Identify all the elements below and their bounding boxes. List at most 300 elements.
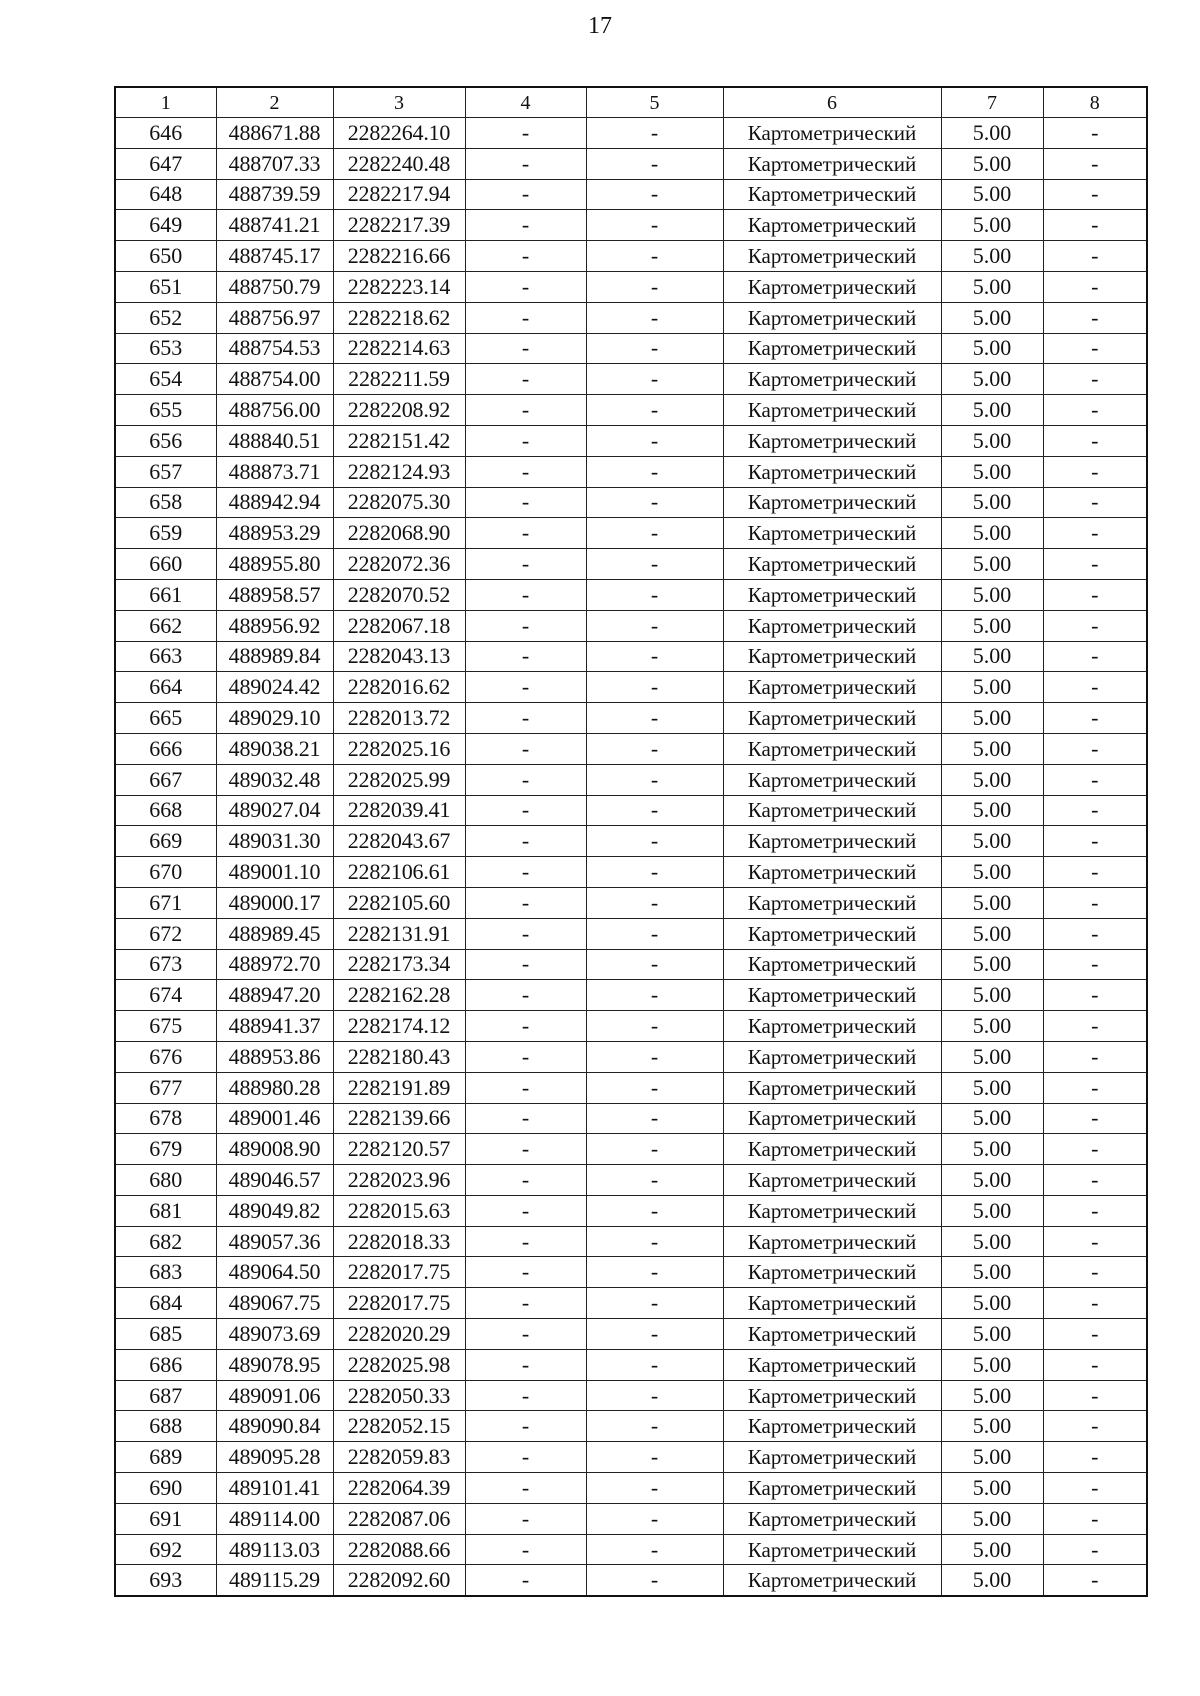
column-8-cell: -	[1043, 118, 1147, 149]
column-8-cell: -	[1043, 1257, 1147, 1288]
table-row	[115, 487, 1147, 518]
x-coordinate-cell: 488956.92	[216, 610, 333, 641]
method-cell: Картометрический	[723, 302, 941, 333]
column-8-cell: -	[1043, 579, 1147, 610]
method-cell: Картометрический	[723, 1072, 941, 1103]
table-row	[115, 918, 1147, 949]
table-row	[115, 118, 1147, 149]
x-coordinate-cell: 489000.17	[216, 887, 333, 918]
column-header-3: 3	[333, 87, 465, 118]
x-coordinate-cell: 488707.33	[216, 148, 333, 179]
x-coordinate-cell: 488756.00	[216, 395, 333, 426]
x-coordinate-cell: 488671.88	[216, 118, 333, 149]
table-row	[115, 1534, 1147, 1565]
x-coordinate-cell: 489001.10	[216, 857, 333, 888]
table-row	[115, 1041, 1147, 1072]
method-cell: Картометрический	[723, 1195, 941, 1226]
y-coordinate-cell: 2282162.28	[333, 980, 465, 1011]
y-coordinate-cell: 2282180.43	[333, 1041, 465, 1072]
column-5-cell: -	[586, 1072, 723, 1103]
point-number-cell: 657	[115, 456, 216, 487]
accuracy-cell: 5.00	[941, 118, 1043, 149]
table-row	[115, 1503, 1147, 1534]
point-number-cell: 689	[115, 1442, 216, 1473]
point-number-cell: 673	[115, 949, 216, 980]
method-cell: Картометрический	[723, 949, 941, 980]
column-8-cell: -	[1043, 1011, 1147, 1042]
point-number-cell: 647	[115, 148, 216, 179]
method-cell: Картометрический	[723, 672, 941, 703]
column-8-cell: -	[1043, 764, 1147, 795]
point-number-cell: 671	[115, 887, 216, 918]
point-number-cell: 693	[115, 1565, 216, 1596]
y-coordinate-cell: 2282088.66	[333, 1534, 465, 1565]
x-coordinate-cell: 489095.28	[216, 1442, 333, 1473]
x-coordinate-cell: 488873.71	[216, 456, 333, 487]
column-5-cell: -	[586, 1041, 723, 1072]
column-4-cell: -	[465, 1041, 586, 1072]
method-cell: Картометрический	[723, 918, 941, 949]
table-row	[115, 980, 1147, 1011]
column-8-cell: -	[1043, 857, 1147, 888]
column-4-cell: -	[465, 425, 586, 456]
accuracy-cell: 5.00	[941, 1503, 1043, 1534]
column-4-cell: -	[465, 1134, 586, 1165]
x-coordinate-cell: 489073.69	[216, 1319, 333, 1350]
method-cell: Картометрический	[723, 1134, 941, 1165]
table-row	[115, 1257, 1147, 1288]
column-8-cell: -	[1043, 1411, 1147, 1442]
column-8-cell: -	[1043, 549, 1147, 580]
point-number-cell: 676	[115, 1041, 216, 1072]
accuracy-cell: 5.00	[941, 1473, 1043, 1504]
column-5-cell: -	[586, 487, 723, 518]
column-5-cell: -	[586, 271, 723, 302]
x-coordinate-cell: 489057.36	[216, 1226, 333, 1257]
y-coordinate-cell: 2282018.33	[333, 1226, 465, 1257]
method-cell: Картометрический	[723, 1103, 941, 1134]
table-row	[115, 887, 1147, 918]
y-coordinate-cell: 2282064.39	[333, 1473, 465, 1504]
x-coordinate-cell: 488745.17	[216, 241, 333, 272]
method-cell: Картометрический	[723, 1165, 941, 1196]
x-coordinate-cell: 489113.03	[216, 1534, 333, 1565]
table-row	[115, 518, 1147, 549]
column-5-cell: -	[586, 1288, 723, 1319]
column-5-cell: -	[586, 456, 723, 487]
table-row	[115, 764, 1147, 795]
column-5-cell: -	[586, 579, 723, 610]
column-5-cell: -	[586, 1319, 723, 1350]
column-8-cell: -	[1043, 1288, 1147, 1319]
method-cell: Картометрический	[723, 1257, 941, 1288]
accuracy-cell: 5.00	[941, 1257, 1043, 1288]
column-8-cell: -	[1043, 1165, 1147, 1196]
column-5-cell: -	[586, 1380, 723, 1411]
x-coordinate-cell: 489067.75	[216, 1288, 333, 1319]
column-5-cell: -	[586, 1165, 723, 1196]
point-number-cell: 654	[115, 364, 216, 395]
accuracy-cell: 5.00	[941, 857, 1043, 888]
method-cell: Картометрический	[723, 1534, 941, 1565]
column-header-2: 2	[216, 87, 333, 118]
column-5-cell: -	[586, 1565, 723, 1596]
column-5-cell: -	[586, 1411, 723, 1442]
accuracy-cell: 5.00	[941, 1103, 1043, 1134]
accuracy-cell: 5.00	[941, 549, 1043, 580]
x-coordinate-cell: 488980.28	[216, 1072, 333, 1103]
y-coordinate-cell: 2282017.75	[333, 1257, 465, 1288]
column-8-cell: -	[1043, 210, 1147, 241]
method-cell: Картометрический	[723, 487, 941, 518]
column-header-1: 1	[115, 87, 216, 118]
y-coordinate-cell: 2282039.41	[333, 795, 465, 826]
table-row	[115, 795, 1147, 826]
y-coordinate-cell: 2282050.33	[333, 1380, 465, 1411]
y-coordinate-cell: 2282067.18	[333, 610, 465, 641]
column-5-cell: -	[586, 118, 723, 149]
y-coordinate-cell: 2282017.75	[333, 1288, 465, 1319]
column-4-cell: -	[465, 456, 586, 487]
column-5-cell: -	[586, 395, 723, 426]
column-5-cell: -	[586, 549, 723, 580]
table-row	[115, 1011, 1147, 1042]
column-8-cell: -	[1043, 980, 1147, 1011]
method-cell: Картометрический	[723, 641, 941, 672]
x-coordinate-cell: 488840.51	[216, 425, 333, 456]
x-coordinate-cell: 489101.41	[216, 1473, 333, 1504]
point-number-cell: 692	[115, 1534, 216, 1565]
column-5-cell: -	[586, 980, 723, 1011]
column-5-cell: -	[586, 733, 723, 764]
column-5-cell: -	[586, 1503, 723, 1534]
method-cell: Картометрический	[723, 1288, 941, 1319]
point-number-cell: 659	[115, 518, 216, 549]
point-number-cell: 656	[115, 425, 216, 456]
accuracy-cell: 5.00	[941, 518, 1043, 549]
column-8-cell: -	[1043, 1195, 1147, 1226]
column-8-cell: -	[1043, 333, 1147, 364]
x-coordinate-cell: 488972.70	[216, 949, 333, 980]
accuracy-cell: 5.00	[941, 333, 1043, 364]
method-cell: Картометрический	[723, 456, 941, 487]
table-row	[115, 1134, 1147, 1165]
column-8-cell: -	[1043, 733, 1147, 764]
point-number-cell: 661	[115, 579, 216, 610]
point-number-cell: 668	[115, 795, 216, 826]
column-8-cell: -	[1043, 456, 1147, 487]
column-5-cell: -	[586, 887, 723, 918]
column-4-cell: -	[465, 1195, 586, 1226]
column-4-cell: -	[465, 118, 586, 149]
y-coordinate-cell: 2282025.98	[333, 1349, 465, 1380]
column-4-cell: -	[465, 549, 586, 580]
point-number-cell: 688	[115, 1411, 216, 1442]
column-header-5: 5	[586, 87, 723, 118]
table-row	[115, 302, 1147, 333]
column-8-cell: -	[1043, 1072, 1147, 1103]
method-cell: Картометрический	[723, 579, 941, 610]
method-cell: Картометрический	[723, 364, 941, 395]
column-5-cell: -	[586, 641, 723, 672]
column-8-cell: -	[1043, 179, 1147, 210]
table-row	[115, 1103, 1147, 1134]
table-row	[115, 210, 1147, 241]
x-coordinate-cell: 489001.46	[216, 1103, 333, 1134]
accuracy-cell: 5.00	[941, 1041, 1043, 1072]
column-5-cell: -	[586, 1349, 723, 1380]
method-cell: Картометрический	[723, 1226, 941, 1257]
accuracy-cell: 5.00	[941, 1380, 1043, 1411]
column-5-cell: -	[586, 302, 723, 333]
column-4-cell: -	[465, 1103, 586, 1134]
method-cell: Картометрический	[723, 887, 941, 918]
method-cell: Картометрический	[723, 1349, 941, 1380]
coordinates-table	[114, 86, 1148, 1597]
column-8-cell: -	[1043, 1103, 1147, 1134]
y-coordinate-cell: 2282068.90	[333, 518, 465, 549]
column-8-cell: -	[1043, 518, 1147, 549]
x-coordinate-cell: 489091.06	[216, 1380, 333, 1411]
method-cell: Картометрический	[723, 425, 941, 456]
column-4-cell: -	[465, 733, 586, 764]
accuracy-cell: 5.00	[941, 1565, 1043, 1596]
y-coordinate-cell: 2282217.94	[333, 179, 465, 210]
accuracy-cell: 5.00	[941, 1011, 1043, 1042]
column-4-cell: -	[465, 1072, 586, 1103]
table-row	[115, 1165, 1147, 1196]
accuracy-cell: 5.00	[941, 1165, 1043, 1196]
column-5-cell: -	[586, 764, 723, 795]
column-5-cell: -	[586, 148, 723, 179]
y-coordinate-cell: 2282208.92	[333, 395, 465, 426]
x-coordinate-cell: 489049.82	[216, 1195, 333, 1226]
point-number-cell: 648	[115, 179, 216, 210]
accuracy-cell: 5.00	[941, 148, 1043, 179]
column-8-cell: -	[1043, 1534, 1147, 1565]
x-coordinate-cell: 488947.20	[216, 980, 333, 1011]
y-coordinate-cell: 2282120.57	[333, 1134, 465, 1165]
x-coordinate-cell: 488754.53	[216, 333, 333, 364]
column-4-cell: -	[465, 826, 586, 857]
table-row	[115, 1072, 1147, 1103]
accuracy-cell: 5.00	[941, 271, 1043, 302]
column-5-cell: -	[586, 826, 723, 857]
column-4-cell: -	[465, 1534, 586, 1565]
point-number-cell: 662	[115, 610, 216, 641]
y-coordinate-cell: 2282217.39	[333, 210, 465, 241]
column-4-cell: -	[465, 1411, 586, 1442]
y-coordinate-cell: 2282015.63	[333, 1195, 465, 1226]
column-4-cell: -	[465, 1257, 586, 1288]
point-number-cell: 677	[115, 1072, 216, 1103]
point-number-cell: 682	[115, 1226, 216, 1257]
accuracy-cell: 5.00	[941, 1534, 1043, 1565]
table-row	[115, 1288, 1147, 1319]
table-row	[115, 1226, 1147, 1257]
table-row	[115, 672, 1147, 703]
column-5-cell: -	[586, 672, 723, 703]
point-number-cell: 651	[115, 271, 216, 302]
y-coordinate-cell: 2282087.06	[333, 1503, 465, 1534]
point-number-cell: 672	[115, 918, 216, 949]
point-number-cell: 681	[115, 1195, 216, 1226]
column-8-cell: -	[1043, 1041, 1147, 1072]
column-8-cell: -	[1043, 887, 1147, 918]
column-4-cell: -	[465, 210, 586, 241]
column-5-cell: -	[586, 241, 723, 272]
table-row	[115, 826, 1147, 857]
y-coordinate-cell: 2282020.29	[333, 1319, 465, 1350]
column-4-cell: -	[465, 1288, 586, 1319]
point-number-cell: 669	[115, 826, 216, 857]
column-5-cell: -	[586, 1011, 723, 1042]
column-4-cell: -	[465, 333, 586, 364]
y-coordinate-cell: 2282139.66	[333, 1103, 465, 1134]
x-coordinate-cell: 489046.57	[216, 1165, 333, 1196]
x-coordinate-cell: 488739.59	[216, 179, 333, 210]
method-cell: Картометрический	[723, 118, 941, 149]
point-number-cell: 691	[115, 1503, 216, 1534]
column-4-cell: -	[465, 1319, 586, 1350]
point-number-cell: 684	[115, 1288, 216, 1319]
column-header-4: 4	[465, 87, 586, 118]
accuracy-cell: 5.00	[941, 795, 1043, 826]
method-cell: Картометрический	[723, 1380, 941, 1411]
column-4-cell: -	[465, 641, 586, 672]
column-4-cell: -	[465, 795, 586, 826]
point-number-cell: 687	[115, 1380, 216, 1411]
method-cell: Картометрический	[723, 179, 941, 210]
accuracy-cell: 5.00	[941, 179, 1043, 210]
column-4-cell: -	[465, 703, 586, 734]
y-coordinate-cell: 2282191.89	[333, 1072, 465, 1103]
method-cell: Картометрический	[723, 610, 941, 641]
method-cell: Картометрический	[723, 241, 941, 272]
column-5-cell: -	[586, 610, 723, 641]
y-coordinate-cell: 2282023.96	[333, 1165, 465, 1196]
x-coordinate-cell: 488989.45	[216, 918, 333, 949]
method-cell: Картометрический	[723, 210, 941, 241]
column-4-cell: -	[465, 918, 586, 949]
x-coordinate-cell: 488955.80	[216, 549, 333, 580]
method-cell: Картометрический	[723, 733, 941, 764]
column-4-cell: -	[465, 395, 586, 426]
column-8-cell: -	[1043, 425, 1147, 456]
column-5-cell: -	[586, 1442, 723, 1473]
method-cell: Картометрический	[723, 271, 941, 302]
column-4-cell: -	[465, 672, 586, 703]
table-row	[115, 148, 1147, 179]
column-5-cell: -	[586, 1534, 723, 1565]
column-8-cell: -	[1043, 302, 1147, 333]
accuracy-cell: 5.00	[941, 887, 1043, 918]
x-coordinate-cell: 489029.10	[216, 703, 333, 734]
table-row	[115, 1349, 1147, 1380]
table-row	[115, 1473, 1147, 1504]
accuracy-cell: 5.00	[941, 1411, 1043, 1442]
column-header-6: 6	[723, 87, 941, 118]
column-4-cell: -	[465, 1503, 586, 1534]
column-5-cell: -	[586, 703, 723, 734]
table-row	[115, 241, 1147, 272]
accuracy-cell: 5.00	[941, 980, 1043, 1011]
column-4-cell: -	[465, 1473, 586, 1504]
y-coordinate-cell: 2282151.42	[333, 425, 465, 456]
column-8-cell: -	[1043, 1349, 1147, 1380]
table-row	[115, 857, 1147, 888]
column-4-cell: -	[465, 1349, 586, 1380]
table-row	[115, 579, 1147, 610]
column-4-cell: -	[465, 487, 586, 518]
column-5-cell: -	[586, 1473, 723, 1504]
x-coordinate-cell: 489024.42	[216, 672, 333, 703]
column-5-cell: -	[586, 1103, 723, 1134]
column-4-cell: -	[465, 271, 586, 302]
column-8-cell: -	[1043, 610, 1147, 641]
x-coordinate-cell: 488754.00	[216, 364, 333, 395]
column-4-cell: -	[465, 980, 586, 1011]
accuracy-cell: 5.00	[941, 1319, 1043, 1350]
point-number-cell: 683	[115, 1257, 216, 1288]
column-8-cell: -	[1043, 1473, 1147, 1504]
column-4-cell: -	[465, 1226, 586, 1257]
column-4-cell: -	[465, 1011, 586, 1042]
column-8-cell: -	[1043, 1380, 1147, 1411]
column-4-cell: -	[465, 179, 586, 210]
x-coordinate-cell: 488953.29	[216, 518, 333, 549]
accuracy-cell: 5.00	[941, 395, 1043, 426]
point-number-cell: 663	[115, 641, 216, 672]
y-coordinate-cell: 2282025.16	[333, 733, 465, 764]
x-coordinate-cell: 489032.48	[216, 764, 333, 795]
y-coordinate-cell: 2282013.72	[333, 703, 465, 734]
table-row	[115, 1442, 1147, 1473]
column-8-cell: -	[1043, 1226, 1147, 1257]
column-4-cell: -	[465, 302, 586, 333]
header-row	[115, 87, 1147, 118]
column-4-cell: -	[465, 1380, 586, 1411]
method-cell: Картометрический	[723, 395, 941, 426]
column-4-cell: -	[465, 1565, 586, 1596]
column-4-cell: -	[465, 241, 586, 272]
column-8-cell: -	[1043, 1565, 1147, 1596]
column-4-cell: -	[465, 857, 586, 888]
table-row	[115, 395, 1147, 426]
page-number: 17	[588, 13, 612, 39]
accuracy-cell: 5.00	[941, 733, 1043, 764]
accuracy-cell: 5.00	[941, 210, 1043, 241]
method-cell: Картометрический	[723, 980, 941, 1011]
column-8-cell: -	[1043, 487, 1147, 518]
column-5-cell: -	[586, 918, 723, 949]
x-coordinate-cell: 489115.29	[216, 1565, 333, 1596]
accuracy-cell: 5.00	[941, 1134, 1043, 1165]
y-coordinate-cell: 2282075.30	[333, 487, 465, 518]
method-cell: Картометрический	[723, 1565, 941, 1596]
accuracy-cell: 5.00	[941, 610, 1043, 641]
accuracy-cell: 5.00	[941, 241, 1043, 272]
column-5-cell: -	[586, 857, 723, 888]
accuracy-cell: 5.00	[941, 425, 1043, 456]
x-coordinate-cell: 489031.30	[216, 826, 333, 857]
column-4-cell: -	[465, 764, 586, 795]
column-4-cell: -	[465, 1442, 586, 1473]
method-cell: Картометрический	[723, 1442, 941, 1473]
accuracy-cell: 5.00	[941, 918, 1043, 949]
x-coordinate-cell: 488953.86	[216, 1041, 333, 1072]
accuracy-cell: 5.00	[941, 302, 1043, 333]
